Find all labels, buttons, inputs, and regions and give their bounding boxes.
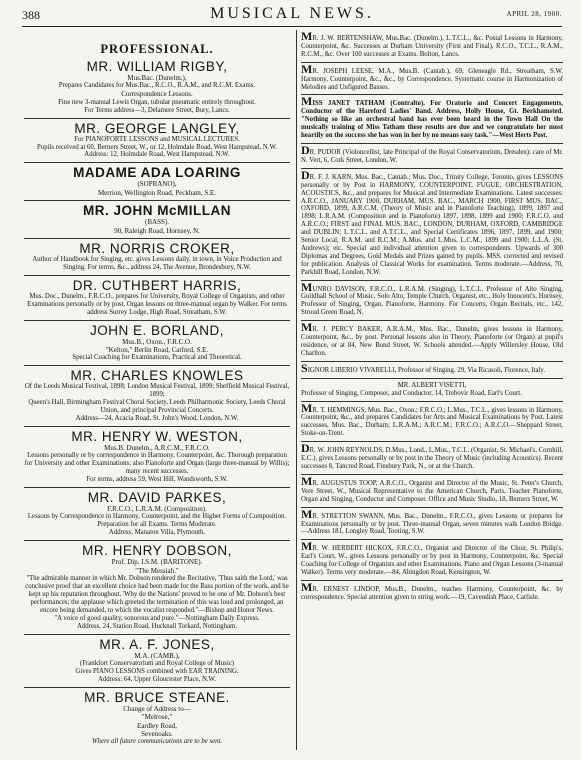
ad-text: Professor of Singing, Composer, and Conductor, 14, Trebovir Road, Earl's Court. [301,389,522,397]
ad-text: UNRO DAVISON, F.R.C.O., L.R.A.M. (Singing), L.T.C.L. Professor of Alto Singing, Guildhall School of Music, Solo Alto, Temple Church. Organist, etc., Holy Innocent's, Hornsey, Professor of Singing, Organ, Pianoforte, Harmony. For Concerts, Organ Recitals, etc., 142, Stroud Green Road, N. [301,285,563,317]
ad-line: Fine new 3-manual Lewis Organ, tubular pneumatic entirely throughout. [58,98,256,106]
ad-line: Mus.B. Dunelm., A.R.C.M., F.R.C.O. [104,443,210,452]
advertiser-name: MR. BRUCE STEANE. [84,689,230,705]
classified-ad [301,321,563,362]
drop-initial: M [301,539,313,554]
ad-line: (SOPRANO), [137,180,177,189]
professional-ad [24,635,290,688]
ad-line: Of the Leeds Musical Festival, 1898; London Musical Festival, 1899; Sheffield Musical Festival, 1899; [24,383,290,399]
ad-line: (Frankfort Conservatorium and Royal College of Music) [79,659,235,667]
ad-line: Mus.Bac. (Dunelm.), [127,74,187,82]
classified-ad [301,402,563,443]
professional-ad [24,488,290,541]
advertiser-name: MR. DAVID PARKES, [87,490,227,506]
ad-line: Address: 64, Upper Gloucester Place, N.W. [97,675,217,683]
ad-line: Gives PIANO LESSONS combined with EAR TRAINING. [75,667,239,675]
drop-initial: S [301,360,308,375]
ad-line: For PIANOFORTE LESSONS and MUSICAL LECTURES. [74,135,240,143]
ad-line: "Melrose," [141,713,173,722]
ad-line: Prepares Candidates for Mus.Bac., R.C.O., R.A.M., and R.C.M. Exams. [58,82,256,90]
professional-ad [24,688,290,750]
classified-ad [301,379,563,402]
ad-line: Pupils received at 60, Berners Street, W., or 12, Holmdale Road, West Hampstead, N.W. [37,143,277,151]
ad-line: Mus.B., Oxon., F.R.C.O. [122,337,192,346]
drop-initial: D [301,167,310,182]
ad-title: MR. ALBERT VISETTI, [397,381,467,389]
ad-line: For terms, address 59, West Hill, Wandsworth, S.W. [86,476,228,484]
ad-text: R. F. J. KARN, Mus. Bac., Cantab.; Mus. Doc., Trinity College, Toronto, gives LESSONS personally or by Post in HARMONY, COUNTERPOINT, FUGUE, ORCHESTRATION, ACOUSTICS, &c., and prepares for Musical and Intermediate Examinations. Latest successes: A.R.C.O., JANUARY 1900, DURHAM, MUS. BAC., MARCH 1900, FIRST MUS. BAC., OXFORD, 1899, A.R.C.M. (Theory of Music and in Pianoforte Teaching), 1899, 1897 and 1898; L.R.A.M. (Composition and in Pianoforte) 1897, 1898, 1899 and 1900; F.R.C.O. and A.R.C.O.; FIRST and FINAL MUS. BAC., LONDON, DURHAM, OXFORD, CAMBRIDGE and DUBLIN; L.T.C.L. and A.T.C.L., and Special Certificates 1896, 1897, 1899, and 1900; Senior Local, R.A.M. and R.C.M.; A.Mus. and L.Mus. L.C.M., 1899 and 1900; L.L.A. (St. Andrews); etc. Special and individual attention given to correspondents. Upwards of 300 Diplomas and Degrees, Gold Medals and Prizes gained by pupils. MSS. corrected and revised for publication. Analysis of Classical Works for examination. Terms moderate.—Address, 70, Parkhill Road, London, N.W. [301,173,563,276]
drop-initial: M [301,473,313,488]
ad-text: R. ERNEST LINDOP, Mus.B., Dunelm., teaches Harmony, Counterpoint, &c. by correspondence. Special attention given to string work.—19, Cavendish Place, Carlisle. [301,585,563,601]
drop-initial: D [301,441,310,456]
professional-ad [24,119,290,164]
classified-ad [301,144,563,169]
professional-ad [24,163,290,201]
drop-initial: M [301,506,313,521]
drop-initial: M [301,30,313,43]
professional-ad [24,366,290,427]
drop-initial: M [301,94,313,109]
section-title: PROFESSIONAL. [100,42,214,56]
classified-ad [301,540,563,581]
ad-text: R. J. PERCY BAKER, A.R.A.M., Mus. Bac., Dunelm, gives lessons in Harmony, Counterpoint, &c., by post. Personal lessons also in Theory, Pianoforte (or Organ) at pupil's residence, or at 84, New Bond Street, W. Schools attended.—Apply Willersley House, Old Charlton. [301,326,563,357]
ad-text: R. JOSEPH LEESE, M.A., Mus.B. (Cantab.), 69, Gleneagle Rd., Streatham, S.W. Harmony, Counterpoint, &c., &c., by Correspondence. Systematic course in Harmonization of Melodies and Unfigured Basses. [301,67,563,91]
advertiser-name: MR. GEORGE LANGLEY, [74,120,240,136]
advertiser-name: MR. A. F. JONES, [99,636,215,652]
ad-line: Where all future communications are to be sent. [91,738,223,746]
ad-line: Lessons personally or by correspondence in Harmony, Counterpoint, &c. Thorough preparation for University and other Examinations; also Pianoforte and Organ (large three-manual by Willis); many recent successes. [24,452,290,476]
drop-initial: M [301,579,313,594]
ad-line: Change of Address to— [123,704,191,713]
issue-date: APRIL 28, 1900. [506,10,562,18]
ad-text: ISS JANET TATHAM (Contralto). For Oratorio and Concert Engagements, Conductor of the Hareford Ladies' Band. Address, Holly House, Gt. Berkhamsted. "Nothing so like an orchestral band has ever been heard in the Town Hall On the musically training of Miss Tatham these results are due and we congratulate her most heartily on the success she has won in her by no means easy task."—West Herts Post. [301,100,563,140]
advertiser-name: MR. NORRIS CROKER, [79,241,235,257]
ad-line: "A voice of good quality, sonorous and pure."—Nottingham Daily Express. [54,614,260,622]
ad-line: Special Coaching for Examinations, Practical and Theoretical. [72,354,242,362]
professional-ads [24,57,290,749]
ad-line: Lessons by Correspondence in Harmony, Counterpoint, and the Higher Forms of Composition. Preparation for all Exams. Terms Moderate. [27,513,287,529]
ad-line: Prof. Dip. I.S.M. (BARITONE). [111,558,203,567]
classified-ad [301,30,563,63]
professional-ad [24,57,290,119]
ad-line: F.R.C.O., L.R.A.M. (Composition). [107,505,207,514]
ad-line: 90, Raleigh Road, Hornsey, N. [114,226,200,235]
ad-text: R. W. JOHN REYNOLDS, D.Mus., Lond., L.Mus., T.C.L. (Organist, St. Michael's, Cornhill, E.C.), gives Lessons personally or by post in the Theory of Music (including Acoustics). Recent successes 8, Tancred Road, Finsbury Park, N., or at the Church. [301,447,563,470]
ad-text: IGNOR LIBERIO VIVARELLI, Professor of Singing, 29, Via Ricasoli, Florence, Italy. [307,366,546,374]
advertiser-name: MR. HENRY W. WESTON, [71,428,243,444]
ad-text: R. J. W. BERTENSHAW, Mus.Bac. (Dunelm.), L.T.C.L., &c. Postal Lessons in Harmony, Counterpoint, &c. Successes at Durham University (First and Final), R.C.O., T.C.L., R.A.M., R.C.M., &c. Over 100 successes at Exams. Bolton, Lancs. [301,35,563,58]
ad-line: Eardley Road, [136,721,178,730]
ad-line: Merrion, Wellington Road, Peckham, S.E. [97,188,217,197]
classified-ad [301,63,563,96]
right-column [301,30,563,756]
professional-ad [24,427,290,488]
ad-line: Correspondence Lessons. [121,90,193,99]
ad-line: Address—24, Acacia Road, St. John's Wood, London, N.W. [75,414,239,422]
ad-line: Address, 24, Station Road, Hucknall Torkard, Nottingham. [76,622,238,630]
page-number: 388 [22,8,40,22]
left-column [24,30,290,756]
advertiser-name: MR. HENRY DOBSON, [82,543,232,559]
ad-text: R. W. HERBERT HICKOX, F.R.C.O., Organist and Director of the Choir, St. Philip's, Earl's Court, W., gives Lessons personally or by post in Harmony, Counterpoint, &c. Special Coaching for College of Organists and other Examinations. Piano and Organ Lessons (3-manual Walker). Terms very moderate.—84, Abingdon Road, Kensington, W. [301,545,563,577]
advertiser-name: MADAME ADA LOARING [73,165,241,181]
classified-ad [301,508,563,541]
advertiser-name: MR. JOHN McMILLAN [83,203,231,219]
ad-text: R. AUGUSTUS TOOP, A.R.C.O., Organist and Director of the Music, St. Peter's Church, Vere Street, W., Musical Representative to the American Church, Paris, Teacher Pianoforte, Organ and Singing, Conductor and Composer. Office and Music Studio, 18, Berners Street, W. [301,479,563,503]
ad-line: Sevenoaks. [141,729,173,738]
ad-line: "The Messiah." [135,566,179,575]
ad-line: Queen's Hall, Birmingham Festival Choral Society, Leeds Philharmonic Society, Leeds Choral Union, and principal Provincial Concerts. [28,399,286,415]
classified-ad [301,169,563,281]
drop-initial: M [301,279,313,294]
classified-ad [301,581,563,605]
classified-ad [301,475,563,508]
ad-line: Author of Handbook for Singing, etc. gives Lessons daily, in town, in Voice Production and Singing. For terms, &c., address 24, The Avenue, Brondesbury, N.W. [32,256,282,271]
ad-line: For Terms address—3, Delamere Street, Bury, Lancs. [84,106,230,114]
drop-initial: M [301,61,313,76]
masthead: MUSICAL NEWS. [210,5,374,22]
drop-initial: M [301,320,313,335]
professional-ad [24,541,290,634]
professional-ad [24,276,290,321]
advertiser-name: MR. WILLIAM RIGBY, [86,59,228,74]
ad-line: Address: 12, Holmdale Road, West Hampstead, N.W. [84,151,230,159]
header-rule [22,26,562,27]
ad-line: Address, Manaton Villa, Plymouth. [108,529,206,537]
ad-line: (BASS). [145,218,169,227]
drop-initial: M [301,400,313,415]
advertiser-name: JOHN E. BORLAND, [89,322,225,338]
ad-text: R. STRETTON SWANN, Mus. Bac., Dunelm., F.R.C.O., gives Lessons or prepares for Examinations personally or by post. Three-manual Organ, seven minutes walk London Bridge.—Address 181, Longley Road, Tooting, S.W. [301,512,563,536]
classified-ads [301,30,563,605]
classified-ad [301,95,563,144]
professional-ad [24,321,290,367]
classified-ad [301,442,563,475]
ad-line: "The admirable manner in which Mr. Dobson rendered the Recitative, 'Thus saith the Lord,' was conclusive proof that an excellent choice had been made for the Bass portion of the work, and he kept up his reputation throughout. 'Why do the Nations' proved to be one of Mr. Dobson's best performances; the applause which greeted the termination of this was loud and prolonged, an encore being demanded, to which the vocalist responded."—Bishop and Honor News. [25,575,289,614]
ad-text: R. PUDOR (Violoncellist, late Principal of the Royal Conservatorium, Dresden): care of Mr. N. Vert, 6, Cork Street, London, W. [301,148,563,164]
ad-line: M.A. (CAMB.), [134,651,180,660]
professional-ad [24,201,290,239]
advertiser-name: MR. CHARLES KNOWLES [70,368,244,384]
classified-ad [301,362,563,379]
ad-text: R. T. HEMMINGS, Mus. Bac., Oxon.; F.R.C.O.; L.Mus., T.C.L., gives lessons in Harmony, Counterpoint, &c., and prepares Candidates for Arts and Musical Examinations by Post. Latest successes, Mus. Bac., Durham; L.R.A.M.; A.R.C.M.; F.R.C.O.; A.R.C.O.—Sheppard Street, Stoke-on-Trent. [301,406,563,438]
page-header [22,5,562,25]
ad-line: "Kelton," Berlin Road, Catford, S.E. [105,346,209,354]
advertiser-name: DR. CUTHBERT HARRIS, [72,277,242,293]
ad-line: Mus. Doc., Dunelm., F.R.C.O., prepares for University, Royal College of Organists, and other Examinations personally or by post. Organ lessons on three-manual organ by Walker. For terms address Surrey Lodge, High Road, Streatham, S.W. [27,292,287,316]
column-divider [296,30,297,750]
classified-ad [301,281,563,322]
professional-ad [24,239,290,276]
drop-initial: D [301,142,310,157]
